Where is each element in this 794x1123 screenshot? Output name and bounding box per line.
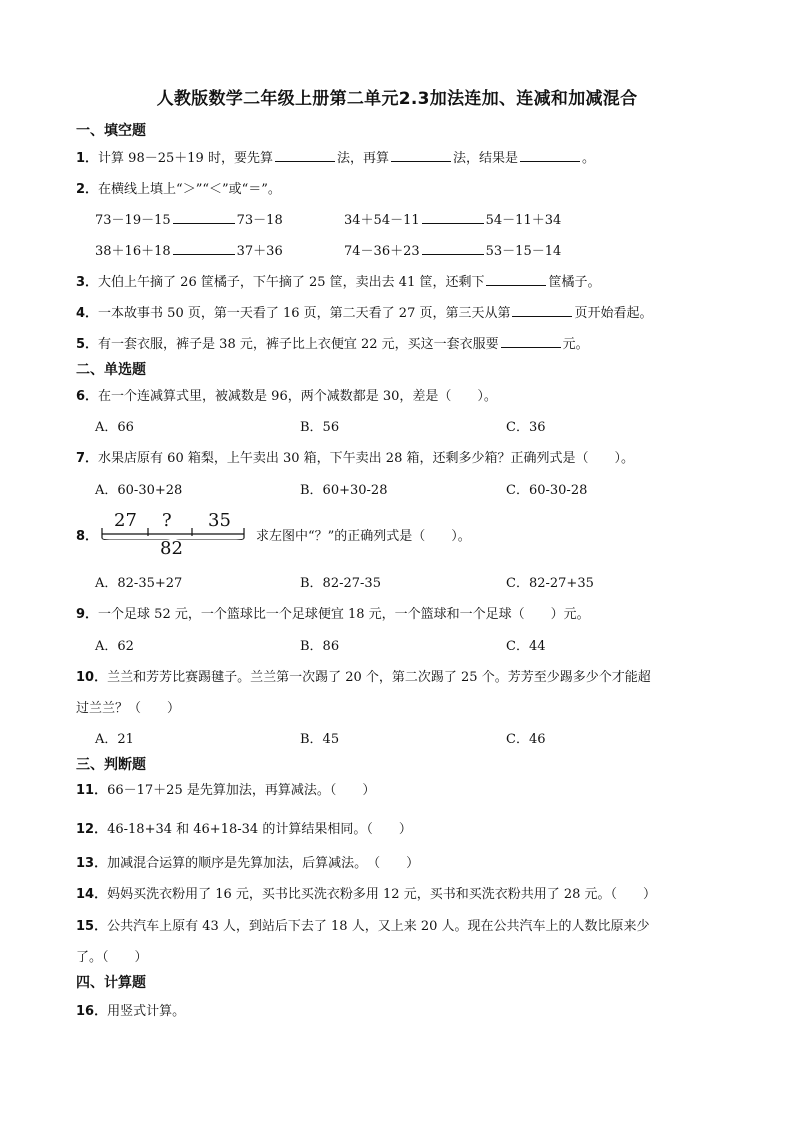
section-heading-true-false: 三、判断题: [76, 757, 146, 773]
option-b[interactable]: B．45: [300, 732, 340, 747]
option-a[interactable]: A．60-30+28: [95, 483, 183, 498]
question-16: 16．用竖式计算。: [76, 1004, 186, 1019]
option-b[interactable]: B．56: [300, 420, 340, 435]
question-9: 9．一个足球 52 元，一个篮球比一个足球便宜 18 元，一个篮球和一个足球（ ）元。: [76, 607, 590, 622]
segment-diagram: [100, 510, 246, 558]
question-2: 2．在横线上填上“＞”“＜”或“＝”。: [76, 182, 281, 197]
question-6: 6．在一个连减算式里，被减数是 96，两个减数都是 30，差是（ ）。: [76, 389, 497, 404]
question-3: 3．大伯上午摘了 26 筐橘子，下午摘了 25 筐，卖出去 41 筐，还剩下 筐橘子。: [76, 275, 601, 290]
option-b[interactable]: B．86: [300, 639, 340, 654]
question-4: 4．一本故事书 50 页，第一天看了 16 页，第二天看了 27 页，第三天从第 页开始看起。: [76, 306, 653, 321]
question-8-text: 求左图中“？”的正确列式是（ ）。: [256, 529, 471, 544]
section-heading-calculation: 四、计算题: [76, 975, 146, 991]
question-5: 5．有一套衣服，裤子是 38 元，裤子比上衣便宜 22 元，买这一套衣服要 元。: [76, 337, 589, 352]
compare-item: 73－19－15 73－18: [95, 213, 283, 228]
question-11: 11．66－17＋25 是先算加法，再算减法。（ ）: [76, 783, 376, 798]
option-b[interactable]: B．82-27-35: [300, 576, 381, 591]
page-title: 人教版数学二年级上册第二单元2.3加法连加、连减和加减混合: [156, 89, 638, 109]
question-15: 15．公共汽车上原有 43 人，到站后下去了 18 人，又上来 20 人。现在公共汽车上的人数比原来少: [76, 919, 650, 934]
question-13: 13．加减混合运算的顺序是先算加法，后算减法。 （ ）: [76, 856, 420, 871]
diagram-total: 82: [160, 538, 183, 559]
option-b[interactable]: B．60+30-28: [300, 483, 388, 498]
diagram-value-c: 35: [208, 510, 231, 531]
answer-blank[interactable]: [275, 149, 335, 162]
question-10: 10．兰兰和芳芳比赛踢毽子。兰兰第一次踢了 20 个，第二次踢了 25 个。芳芳至少踢多少个才能超: [76, 670, 651, 685]
option-a[interactable]: A．21: [95, 732, 134, 747]
option-c[interactable]: C．46: [506, 732, 546, 747]
option-c[interactable]: C．82-27+35: [506, 576, 594, 591]
answer-blank[interactable]: [486, 273, 546, 286]
answer-blank[interactable]: [391, 149, 451, 162]
question-7: 7．水果店原有 60 箱梨，上午卖出 30 箱，下午卖出 28 箱，还剩多少箱？正确列式是（ ）。: [76, 451, 634, 466]
option-a[interactable]: A．62: [95, 639, 134, 654]
option-c[interactable]: C．36: [506, 420, 546, 435]
option-a[interactable]: A．66: [95, 420, 134, 435]
answer-blank[interactable]: [512, 304, 572, 317]
option-c[interactable]: C．60-30-28: [506, 483, 588, 498]
compare-item: 34＋54－11 54－11＋34: [344, 213, 562, 228]
diagram-value-unknown: ?: [162, 510, 172, 531]
compare-item: 74－36＋23 53－15－14: [344, 244, 562, 259]
section-heading-single-choice: 二、单选题: [76, 362, 146, 378]
section-heading-fill-in: 一、填空题: [76, 123, 146, 139]
answer-blank[interactable]: [173, 211, 235, 224]
question-8-number: 8．: [76, 529, 99, 544]
compare-item: 38＋16＋18 37＋36: [95, 244, 283, 259]
question-12: 12．46-18+34 和 46+18-34 的计算结果相同。（ ）: [76, 822, 412, 837]
diagram-value-a: 27: [114, 510, 137, 531]
answer-blank[interactable]: [422, 211, 484, 224]
question-15-continued: 了。（ ）: [76, 950, 148, 965]
answer-blank[interactable]: [422, 242, 484, 255]
question-14: 14．妈妈买洗衣粉用了 16 元，买书比买洗衣粉多用 12 元，买书和买洗衣粉共用了 28 元。（ ）: [76, 887, 657, 902]
answer-blank[interactable]: [173, 242, 235, 255]
option-c[interactable]: C．44: [506, 639, 546, 654]
answer-blank[interactable]: [520, 149, 580, 162]
question-10-continued: 过兰兰？（ ）: [76, 701, 181, 716]
option-a[interactable]: A．82-35+27: [95, 576, 183, 591]
question-1: 1．计算 98－25＋19 时，要先算 法，再算 法，结果是 。: [76, 151, 595, 166]
answer-blank[interactable]: [501, 335, 561, 348]
